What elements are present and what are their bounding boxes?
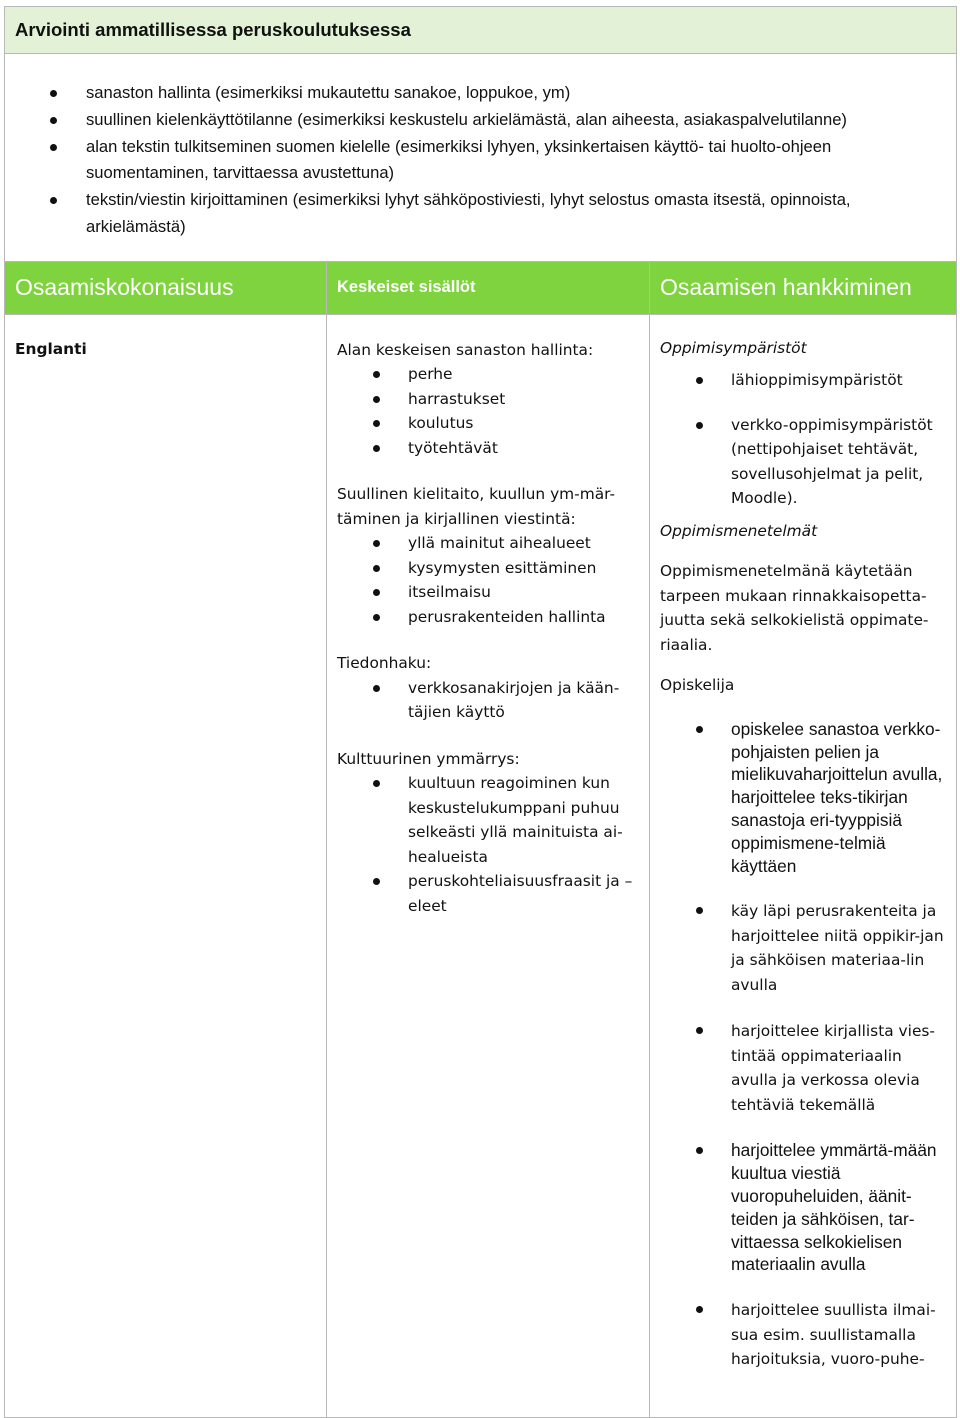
content-item: koulutus: [337, 411, 641, 436]
section-title: Arviointi ammatillisessa peruskoulutuksessa: [5, 7, 957, 54]
group-spacer: [337, 629, 641, 651]
content-item: perusrakenteiden hallinta: [337, 605, 641, 630]
student-heading: Opiskelija: [660, 676, 735, 695]
curriculum-table: [4, 6, 957, 1418]
student-activity-item: käy läpi perusrakenteita ja harjoittelee niitä oppikir-jan ja sähköisen materiaa-lin avulla: [660, 899, 948, 997]
learning-environments-list: [660, 368, 948, 511]
header-competence-area: Osaamiskokonaisuus: [5, 261, 327, 314]
content-group-list: [337, 531, 641, 629]
content-item: verkkosanakirjojen ja kään-täjien käyttö: [337, 676, 641, 725]
content-item: yllä mainitut aihealueet: [337, 531, 641, 556]
assessment-list: [15, 80, 936, 241]
document-page: [4, 6, 956, 1418]
learning-environment-item: verkko-oppimisympäristöt (nettipohjaiset tehtävät, sovellusohjelmat ja pelit, Moodle).: [660, 413, 948, 511]
learning-environment-item: lähioppimisympäristöt: [660, 368, 948, 393]
table-row: [5, 314, 957, 1417]
learning-methods-heading: Oppimismenetelmät: [660, 521, 818, 540]
content-item: harrastukset: [337, 387, 641, 412]
content-group-heading: Kulttuurinen ymmärrys:: [337, 749, 520, 768]
student-activities-list: [660, 718, 948, 1372]
student-activity-item: harjoittelee suullista ilmai-sua esim. suullistamalla harjoituksia, vuoro-puhe-: [660, 1298, 948, 1372]
student-activity-item: opiskelee sanastoa verkko-pohjaisten pelien ja mielikuvaharjoittelun avulla, harjoittelee teks-tikirjan sanastoja eri-tyyppisiä oppimismene-telmiä käyttäen: [660, 718, 948, 878]
content-item: työtehtävät: [337, 436, 641, 461]
learning-methods-text: Oppimismenetelmänä käytetään tarpeen mukaan rinnakkaisopetta-juutta sekä selkokielistä oppimate-riaalia.: [660, 562, 929, 654]
content-group-heading: Tiedonhaku:: [337, 654, 432, 673]
key-contents-cell: [327, 314, 650, 1417]
content-item: perhe: [337, 362, 641, 387]
content-item: kuultuun reagoiminen kun keskustelukumppani puhuu selkeästi yllä mainituista ai-healueista: [337, 771, 641, 869]
assessment-item: tekstin/viestin kirjoittaminen (esimerkiksi lyhyt sähköpostiviesti, lyhyt selostus omasta itsestä, opinnoista, arkielämästä): [15, 187, 936, 241]
table-header-row: [5, 261, 957, 314]
content-group-heading: Suullinen kielitaito, kuullun ym-mär-täminen ja kirjallinen viestintä:: [337, 485, 616, 528]
content-group-list: [337, 771, 641, 918]
assessment-item: suullinen kielenkäyttötilanne (esimerkiksi keskustelu arkielämästä, alan aiheesta, asiakaspalvelutilanne): [15, 107, 936, 134]
content-group-list: [337, 676, 641, 725]
learning-environments-heading: Oppimisympäristöt: [660, 338, 807, 357]
assessment-methods: [5, 54, 957, 262]
group-spacer: [337, 725, 641, 747]
content-item: kysymysten esittäminen: [337, 556, 641, 581]
content-item: peruskohteliaisuusfraasit ja – eleet: [337, 869, 641, 918]
acquiring-cell: [650, 314, 957, 1417]
content-group-list: [337, 362, 641, 460]
group-spacer: [337, 460, 641, 482]
content-item: itseilmaisu: [337, 580, 641, 605]
content-group-heading: Alan keskeisen sanaston hallinta:: [337, 340, 594, 359]
header-acquiring-competence: Osaamisen hankkiminen: [650, 261, 957, 314]
subject-cell: [5, 314, 327, 1417]
assessment-item: sanaston hallinta (esimerkiksi mukautettu sanakoe, loppukoe, ym): [15, 80, 936, 107]
subject-name: Englanti: [15, 339, 87, 358]
assessment-item: alan tekstin tulkitseminen suomen kielelle (esimerkiksi lyhyen, yksinkertaisen käyttö- tai huolto-ohjeen suomentaminen, tarvittaessa avustettuna): [15, 134, 936, 188]
student-activity-item: harjoittelee ymmärtä-mään kuultua viestiä vuoropuheluiden, äänit-teiden ja sähköisen, tar-vittaessa selkokielisen materiaalin avulla: [660, 1139, 948, 1276]
student-activity-item: harjoittelee kirjallista vies-tintää oppimateriaalin avulla ja verkossa olevia tehtäviä tekemällä: [660, 1019, 948, 1117]
header-key-contents: Keskeiset sisällöt: [327, 261, 650, 314]
